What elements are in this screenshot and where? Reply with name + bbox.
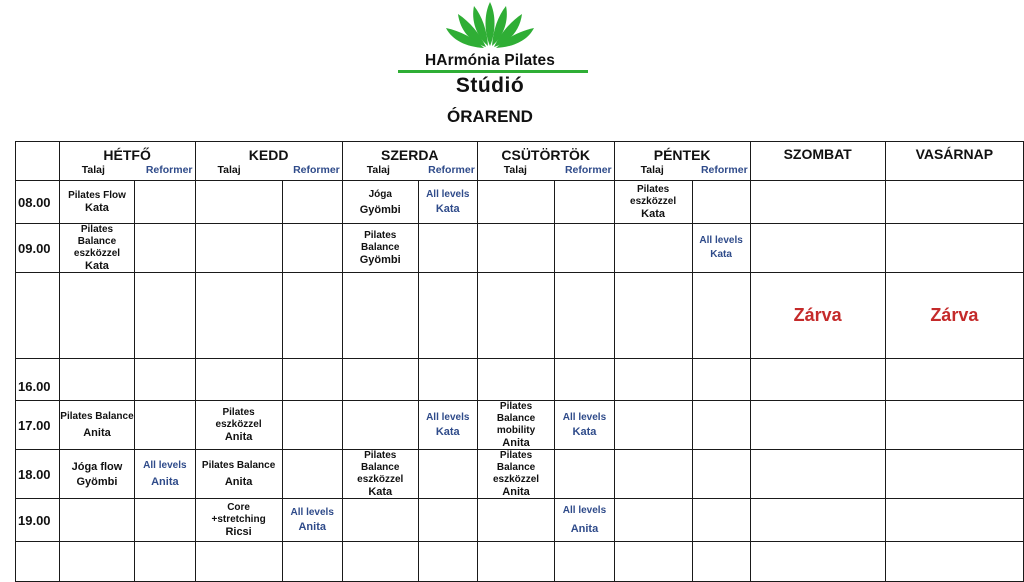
- time-label: [16, 273, 60, 359]
- empty-cell: [282, 401, 342, 450]
- time-row-blank: [16, 273, 1024, 359]
- class-cell: All levels Anita: [135, 450, 195, 499]
- empty-cell: [692, 359, 750, 401]
- empty-cell: [342, 401, 418, 450]
- empty-cell: [555, 450, 614, 499]
- empty-cell: [555, 181, 614, 224]
- empty-cell: [135, 542, 195, 582]
- time-row-1700: [16, 401, 1024, 450]
- empty-cell: [750, 542, 885, 582]
- day-header-monday: HÉTFŐ Talaj Reformer: [59, 142, 195, 181]
- day-header-thursday: CSÜTÖRTÖK Talaj Reformer: [477, 142, 614, 181]
- time-row-0800: [16, 181, 1024, 224]
- schedule-header: [0, 0, 1024, 135]
- empty-cell: [885, 450, 1023, 499]
- class-cell: Pilates Balance Gyömbi: [342, 224, 418, 273]
- empty-cell: [750, 359, 885, 401]
- time-label: 16.00: [16, 359, 60, 401]
- empty-cell: [135, 181, 195, 224]
- empty-cell: [195, 542, 282, 582]
- time-label: 17.00: [16, 401, 60, 450]
- empty-cell: [885, 542, 1023, 582]
- timetable: [15, 141, 1024, 582]
- empty-cell: [614, 401, 692, 450]
- empty-cell: [750, 450, 885, 499]
- empty-cell: [614, 542, 692, 582]
- reformer-label: Reformer: [293, 163, 340, 176]
- class-cell: Core +stretching Ricsi: [195, 499, 282, 542]
- time-row-blank-end: [16, 542, 1024, 582]
- empty-cell: [282, 359, 342, 401]
- empty-cell: [614, 224, 692, 273]
- talaj-label: Talaj: [640, 163, 664, 176]
- empty-cell: [750, 224, 885, 273]
- empty-cell: [477, 181, 554, 224]
- corner-cell: [16, 142, 60, 181]
- class-cell: All levels Kata: [692, 224, 750, 273]
- empty-cell: [555, 542, 614, 582]
- closed-label: Zárva: [930, 305, 979, 325]
- time-label: 09.00: [16, 224, 60, 273]
- lotus-icon: [440, 0, 540, 50]
- time-label: 18.00: [16, 450, 60, 499]
- closed-label: Zárva: [793, 305, 842, 325]
- time-row-1900: [16, 499, 1024, 542]
- empty-cell: [477, 499, 554, 542]
- empty-cell: [135, 359, 195, 401]
- empty-cell: [614, 273, 692, 359]
- time-row-0900: [16, 224, 1024, 273]
- empty-cell: [135, 499, 195, 542]
- class-cell: Pilates Balance eszközzel Kata: [342, 450, 418, 499]
- empty-cell: [614, 450, 692, 499]
- empty-cell: [477, 224, 554, 273]
- empty-cell: [614, 499, 692, 542]
- empty-cell: [692, 450, 750, 499]
- empty-cell: [885, 224, 1023, 273]
- time-label: 19.00: [16, 499, 60, 542]
- class-cell: All levels Anita: [282, 499, 342, 542]
- class-cell: Pilates Balance eszközzel Anita: [477, 450, 554, 499]
- empty-cell: [692, 542, 750, 582]
- empty-cell: [418, 273, 477, 359]
- empty-cell: [59, 499, 134, 542]
- brand-underline: [398, 70, 588, 73]
- studio-subtitle: Stúdió: [455, 74, 525, 97]
- class-cell: Jóga Gyömbi: [342, 181, 418, 224]
- class-cell: Pilates eszközzel Anita: [195, 401, 282, 450]
- talaj-label: Talaj: [81, 163, 105, 176]
- empty-cell: [555, 359, 614, 401]
- time-row-1600: [16, 359, 1024, 401]
- empty-cell: [195, 359, 282, 401]
- day-header-sunday: VASÁRNAP: [885, 142, 1023, 181]
- empty-cell: [885, 401, 1023, 450]
- studio-brand-name: HArmónia Pilates: [425, 52, 555, 69]
- class-cell: Pilates eszközzel Kata: [614, 181, 692, 224]
- talaj-label: Talaj: [217, 163, 241, 176]
- empty-cell: [282, 224, 342, 273]
- empty-cell: [282, 542, 342, 582]
- class-cell: Pilates Balance Anita: [195, 450, 282, 499]
- empty-cell: [59, 542, 134, 582]
- empty-cell: [477, 273, 554, 359]
- reformer-label: Reformer: [564, 163, 612, 176]
- empty-cell: [342, 499, 418, 542]
- saturday-closed: [750, 273, 885, 359]
- class-cell: All levels Kata: [555, 401, 614, 450]
- class-cell: Pilates Balance eszközzel Kata: [59, 224, 134, 273]
- empty-cell: [135, 224, 195, 273]
- empty-cell: [195, 224, 282, 273]
- empty-cell: [59, 359, 134, 401]
- class-cell: Jóga flow Gyömbi: [59, 450, 134, 499]
- day-header-row: [16, 142, 1024, 181]
- day-header-friday: PÉNTEK Talaj Reformer: [614, 142, 750, 181]
- empty-cell: [555, 224, 614, 273]
- class-cell: Pilates Flow Kata: [59, 181, 134, 224]
- class-cell: All levels Kata: [418, 401, 477, 450]
- class-cell: All levels Kata: [418, 181, 477, 224]
- empty-cell: [477, 359, 554, 401]
- class-cell: Pilates Balance mobility Anita: [477, 401, 554, 450]
- empty-cell: [282, 450, 342, 499]
- empty-cell: [59, 273, 134, 359]
- empty-cell: [342, 359, 418, 401]
- empty-cell: [692, 273, 750, 359]
- empty-cell: [418, 499, 477, 542]
- empty-cell: [885, 499, 1023, 542]
- day-header-wednesday: SZERDA Talaj Reformer: [342, 142, 477, 181]
- empty-cell: [195, 273, 282, 359]
- empty-cell: [692, 499, 750, 542]
- empty-cell: [614, 359, 692, 401]
- sunday-closed: [885, 273, 1023, 359]
- time-label: 08.00: [16, 181, 60, 224]
- empty-cell: [135, 401, 195, 450]
- empty-cell: [342, 273, 418, 359]
- empty-cell: [750, 499, 885, 542]
- empty-cell: [477, 542, 554, 582]
- talaj-label: Talaj: [366, 163, 390, 176]
- empty-cell: [692, 401, 750, 450]
- empty-cell: [692, 181, 750, 224]
- empty-cell: [885, 181, 1023, 224]
- reformer-label: Reformer: [145, 163, 193, 176]
- empty-cell: [342, 542, 418, 582]
- reformer-label: Reformer: [700, 163, 748, 176]
- reformer-label: Reformer: [428, 163, 475, 176]
- page-title: ÓRAREND: [447, 107, 533, 126]
- time-label: [16, 542, 60, 582]
- time-row-1800: [16, 450, 1024, 499]
- empty-cell: [555, 273, 614, 359]
- talaj-label: Talaj: [503, 163, 527, 176]
- empty-cell: [418, 450, 477, 499]
- empty-cell: [750, 401, 885, 450]
- empty-cell: [418, 359, 477, 401]
- empty-cell: [885, 359, 1023, 401]
- class-cell: Pilates Balance Anita: [59, 401, 134, 450]
- empty-cell: [418, 542, 477, 582]
- empty-cell: [135, 273, 195, 359]
- day-header-saturday: SZOMBAT: [750, 142, 885, 181]
- empty-cell: [195, 181, 282, 224]
- class-cell: All levels Anita: [555, 499, 614, 542]
- empty-cell: [282, 181, 342, 224]
- empty-cell: [418, 224, 477, 273]
- empty-cell: [750, 181, 885, 224]
- day-header-tuesday: KEDD Talaj Reformer: [195, 142, 342, 181]
- empty-cell: [282, 273, 342, 359]
